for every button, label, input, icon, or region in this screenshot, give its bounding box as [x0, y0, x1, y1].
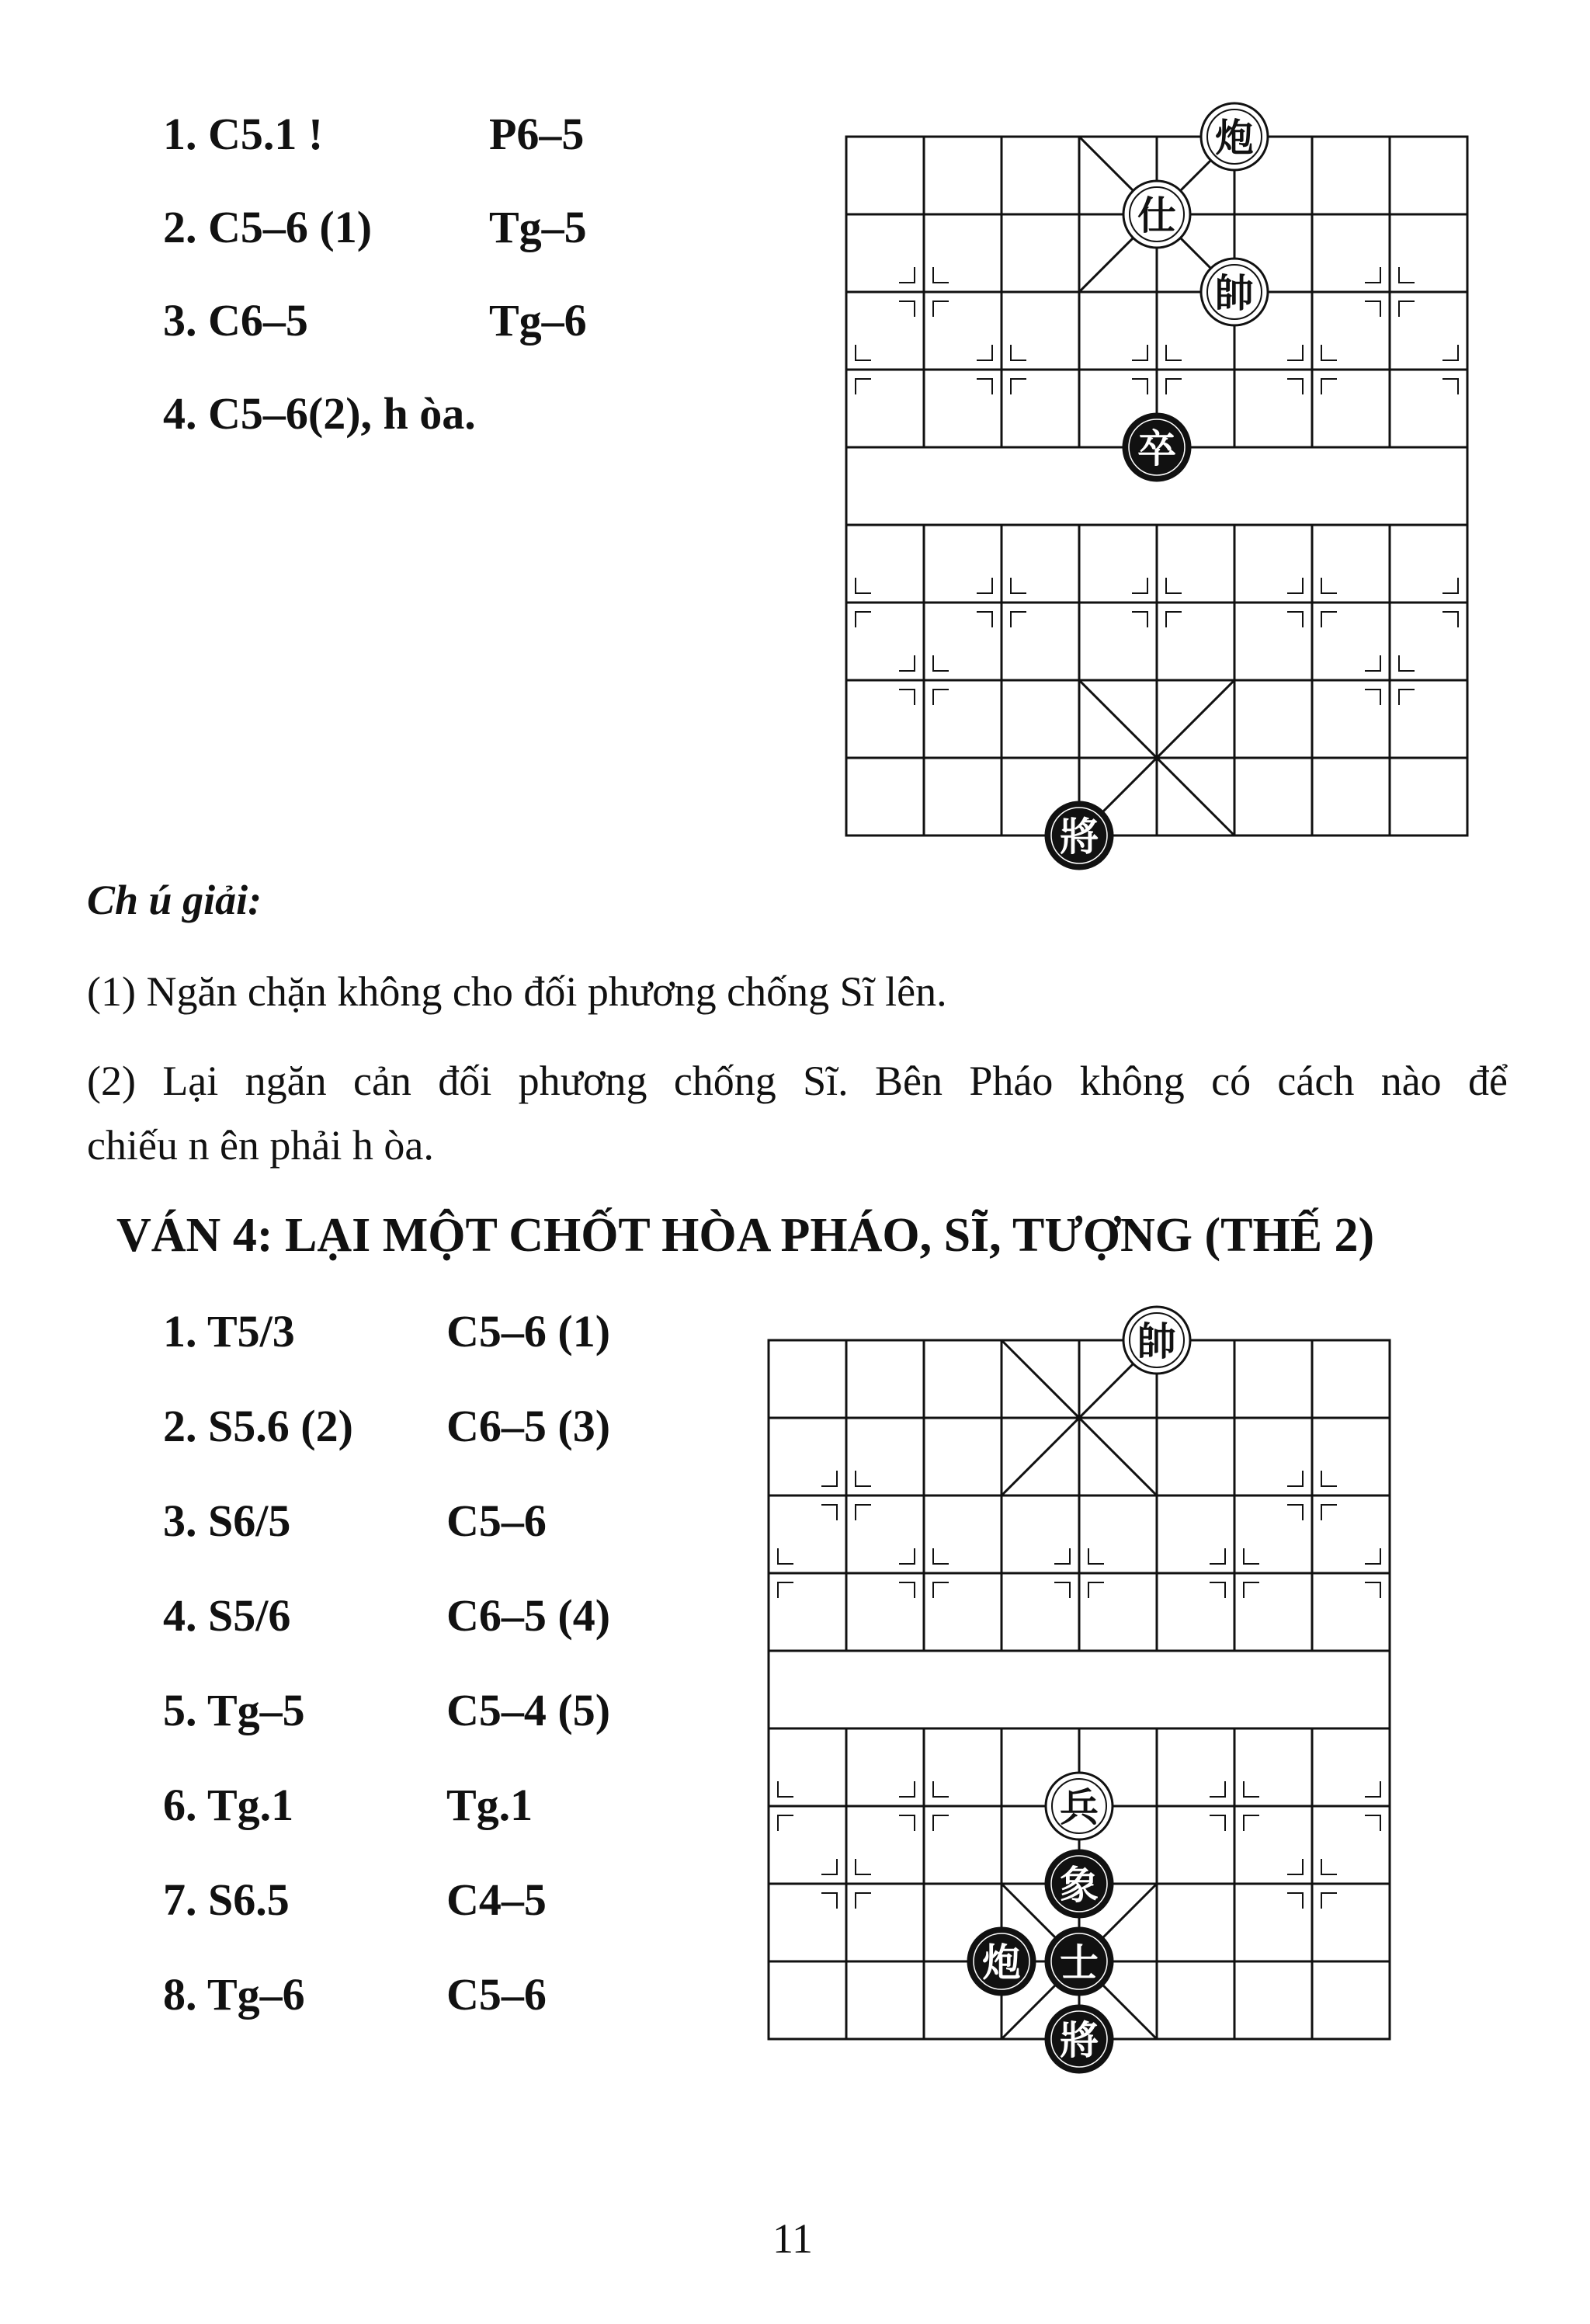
move-7-left: 7. S6.5: [163, 1874, 290, 1925]
move-3-left: 3. C6–5: [163, 295, 308, 346]
move-3-right: C5–6: [446, 1495, 547, 1546]
piece-black-3: [1123, 414, 1190, 481]
move-4-left: 4. C5–6(2), h òa.: [163, 388, 476, 439]
xiangqi-board-2: [745, 1301, 1413, 2086]
piece-black-5: [1046, 2006, 1113, 2072]
piece-red-1: [1123, 181, 1190, 248]
piece-black-4: [1046, 802, 1113, 869]
move-3-left: 3. S6/5: [163, 1495, 291, 1546]
move-5-left: 5. Tg–5: [163, 1685, 305, 1735]
note-1: (1) Ngăn chặn không cho đối phương chống Sĩ lên.: [87, 968, 947, 1015]
move-5-right: C5–4 (5): [446, 1685, 611, 1735]
piece-char: 象: [1060, 1863, 1099, 1908]
move-3-right: Tg–6: [489, 295, 587, 346]
piece-black-2: [1046, 1850, 1113, 1917]
piece-char: 將: [1060, 2018, 1099, 2063]
piece-char: 帥: [1215, 271, 1254, 316]
move-1-right: P6–5: [489, 109, 585, 159]
piece-char: 帥: [1137, 1319, 1176, 1364]
move-4-left: 4. S5/6: [163, 1590, 291, 1641]
move-2-right: Tg–5: [489, 202, 587, 252]
note-2: (2) Lại ngăn cản đối phương chống Sĩ. Bên Pháo không có cách nào để: [87, 1058, 1508, 1104]
piece-char: 炮: [982, 1940, 1021, 1985]
piece-char: 士: [1060, 1940, 1099, 1985]
move-1-right: C5–6 (1): [446, 1306, 611, 1357]
move-2-right: C6–5 (3): [446, 1401, 611, 1451]
page-number: 11: [772, 2215, 813, 2262]
piece-black-4: [1046, 1928, 1113, 1995]
piece-black-3: [968, 1928, 1035, 1995]
piece-char: 仕: [1137, 193, 1176, 238]
move-6-right: Tg.1: [446, 1780, 533, 1830]
move-7-right: C4–5: [446, 1874, 547, 1925]
move-2-left: 2. S5.6 (2): [163, 1401, 353, 1451]
move-8-left: 8. Tg–6: [163, 1969, 305, 2020]
move-4-right: C6–5 (4): [446, 1590, 611, 1641]
piece-red-0: [1123, 1307, 1190, 1374]
section-title: VÁN 4: LẠI MỘT CHỐT HÒA PHÁO, SĨ, TƯỢNG (THẾ 2): [116, 1209, 1375, 1262]
move-8-right: C5–6: [446, 1969, 547, 2020]
move-6-left: 6. Tg.1: [163, 1780, 294, 1830]
move-1-left: 1. C5.1 !: [163, 109, 324, 159]
piece-red-0: [1201, 103, 1268, 170]
piece-char: 將: [1060, 815, 1099, 860]
move-1-left: 1. T5/3: [163, 1306, 295, 1357]
move-2-left: 2. C5–6 (1): [163, 202, 373, 252]
piece-char: 兵: [1060, 1785, 1099, 1830]
piece-red-1: [1046, 1773, 1113, 1839]
xiangqi-board-1: [823, 78, 1491, 901]
piece-red-2: [1201, 259, 1268, 325]
note-3: chiếu n ên phải h òa.: [87, 1122, 434, 1169]
piece-char: 炮: [1215, 116, 1254, 161]
notes-heading: Ch ú giải:: [87, 877, 262, 923]
piece-char: 卒: [1137, 426, 1176, 471]
